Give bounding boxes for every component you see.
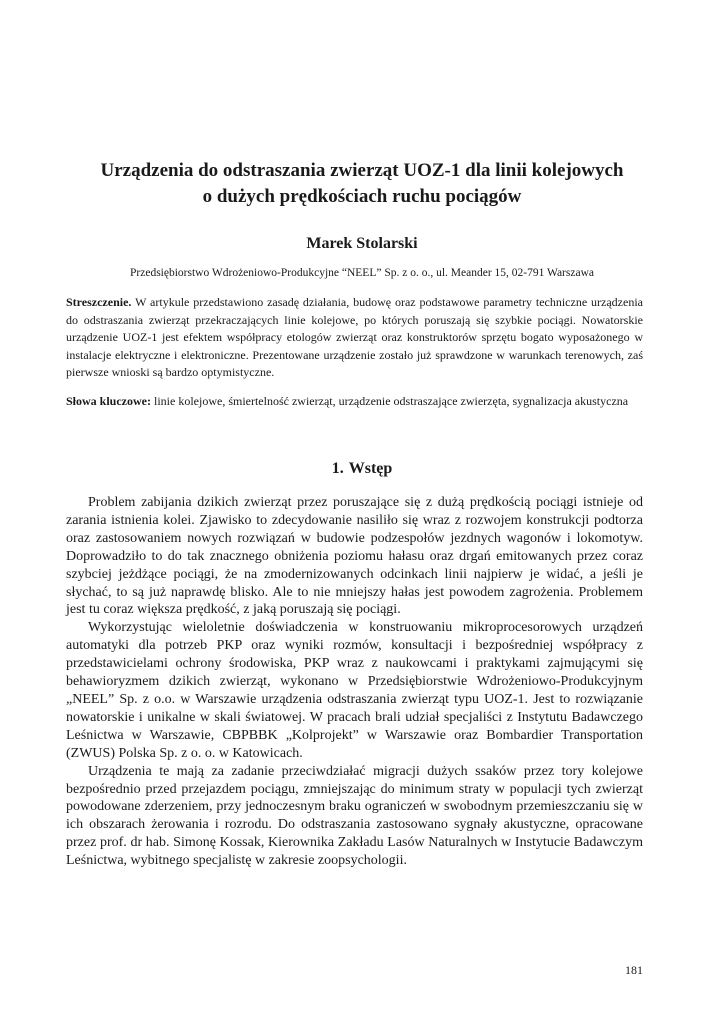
body-paragraph-1: Problem zabijania dzikich zwierząt przez poruszające się z dużą prędkością pociągi istnieje od zarania istnienia kolei. Zjawisko to zdecydowanie nasiliło się wraz z rozwojem konstrukcji podtorza oraz zastosowaniem nowych rozwiązań w budowie podzespołów jezdnych wagonów i lokomotyw. Doprowadziło to do tak znacznego obniżenia poziomu hałasu oraz drgań emitowanych przez coraz szybciej jeżdżące pociągi, że na zmodernizowanych odcinkach linii najpierw je widać, a jeśli je słychać, to są już naprawdę blisko. Ale to nie mniejszy hałas jest powodem zagrożenia. Problemem jest tu coraz większa prędkość, z jaką poruszają się pociągi. bbox=[66, 495, 643, 618]
article-title bbox=[60, 158, 664, 210]
article-title-line-1: Urządzenia do odstraszania zwierząt UOZ-1 dla linii kolejowych bbox=[100, 160, 624, 181]
keywords-text: linie kolejowe, śmiertelność zwierząt, urządzenie odstraszające zwierzęta, sygnalizacja akustyczna bbox=[154, 394, 629, 408]
keywords bbox=[66, 393, 643, 411]
article-title-line-2: o dużych prędkościach ruchu pociągów bbox=[202, 186, 522, 207]
body-paragraph-3: Urządzenia te mają za zadanie przeciwdziałać migracji dużych ssaków przez tory kolejowe bezpośrednio przed przejazdem pociągu, zmniejszając do minimum straty w populacji tych zwierząt powodowane zderzeniem, przy jednoczesnym braku ograniczeń w swobodnym przemieszczaniu się w ich obszarach żerowania i rozrodu. Do odstraszania zastosowano sygnały akustyczne, opracowane przez prof. dr hab. Simonę Kossak, Kierownika Zakładu Lasów Naturalnych w Instytucie Badawczym Leśnictwa, wybitnego specjalistę w zakresie zoopsychologii. bbox=[66, 763, 643, 869]
keywords-label: Słowa kluczowe: bbox=[66, 394, 151, 408]
author-affiliation: Przedsiębiorstwo Wdrożeniowo-Produkcyjne “NEEL” Sp. z o. o., ul. Meander 15, 02-791 Warszawa bbox=[130, 267, 594, 279]
body-paragraph-2: Wykorzystując wieloletnie doświadczenia w konstruowaniu mikroprocesorowych urządzeń automatyki dla potrzeb PKP oraz wyniki rozmów, konsultacji i bezpośredniej współpracy z przedstawicielami ochrony środowiska, PKP wraz z naukowcami i praktykami zajmującymi się behawioryzmem dzikich zwierząt, wykonano w Przedsiębiorstwie Wdrożeniowo-Produkcyjnym „NEEL” Sp. z o.o. w Warszawie urządzenia odstraszania zwierząt typu UOZ-1. Jest to rozwiązanie nowatorskie i unikalne w skali światowej. W pracach brali udział specjaliści z Instytutu Badawczego Leśnictwa w Warszawie, CBPBBK „Kolprojekt” w Warszawie oraz Bombardier Transportation (ZWUS) Polska Sp. z o. o. w Katowicach. bbox=[66, 620, 643, 761]
abstract-label: Streszczenie. bbox=[66, 295, 132, 309]
section-heading bbox=[60, 459, 664, 479]
body-text bbox=[66, 494, 643, 870]
page-number: 181 bbox=[625, 963, 643, 977]
abstract bbox=[66, 294, 643, 382]
section-title: Wstęp bbox=[348, 460, 393, 477]
abstract-text: W artykule przedstawiono zasadę działania, budowę oraz podstawowe parametry technicznе urządzenia do odstraszania zwierząt przekraczających linie kolejowe, po których poruszają się szybkie pociągi. Nowatorskie urządzenie UOZ-1 jest efektem współpracy etologów zwierząt oraz konstruktorów sprzętu bogato wyposażonego w instalacje elektryczne i elektroniczne. Prezentowane urządzenie zostało już sprawdzone w warunkach terenowych, zaś pierwsze wnioski są bardzo optymistyczne. bbox=[66, 295, 643, 379]
author-name: Marek Stolarski bbox=[306, 235, 418, 252]
section-number: 1. bbox=[331, 460, 344, 477]
